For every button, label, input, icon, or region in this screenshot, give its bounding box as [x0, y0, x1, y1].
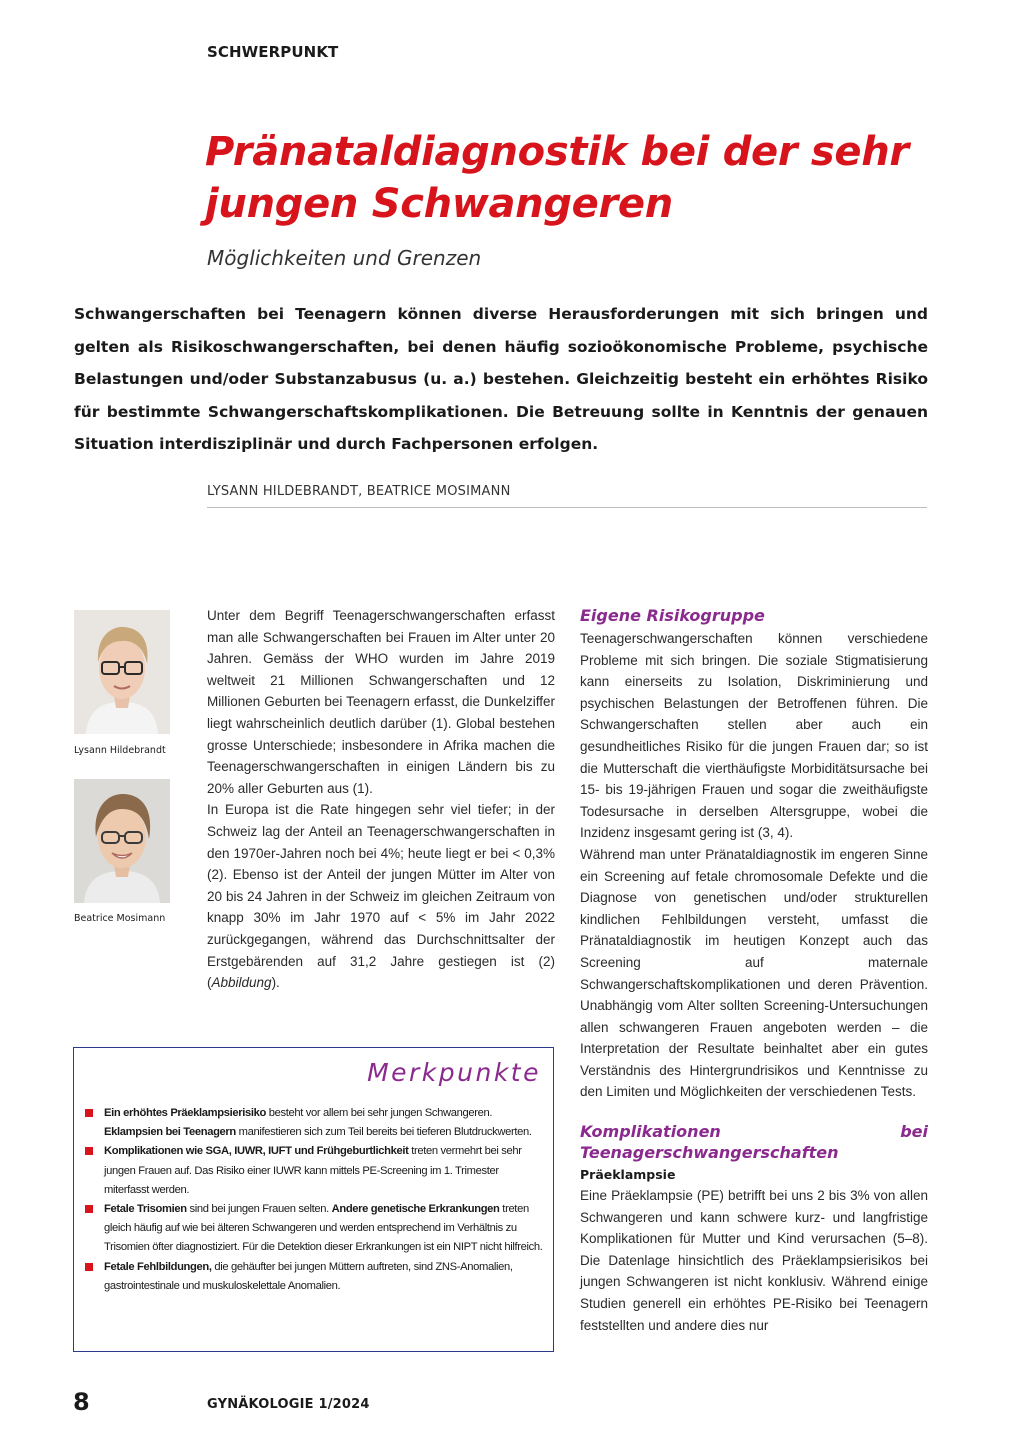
square-bullet-icon: [85, 1147, 93, 1155]
list-item: Komplikationen wie SGA, IUWR, IUFT und Frühgeburtlichkeit treten vermehrt bei sehr jungen Frauen auf. Das Risiko einer IUWR kann mittels PE-Screening im 1. Trimester miterfasst werden.: [85, 1142, 545, 1200]
key-points-box: [73, 1047, 554, 1352]
author-photo-mosimann: [74, 779, 170, 903]
page-number: 8: [73, 1388, 90, 1416]
body-column-left: [207, 605, 555, 994]
paragraph: In Europa ist die Rate hingegen sehr viel tiefer; in der Schweiz lag der Anteil an Teenagerschwangerschaften in den 1970er-Jahren noch bei 4%; heute liegt er bei < 0,3% (2). Ebenso ist der Anteil der jungen Mütter im Alter von 20 bis 24 Jahren in der Schweiz im gleichen Zeitraum von knapp 30% im Jahr 1970 auf < 5% im Jahr 2022 zurückgegangen, während das Durchschnittsalter der Erstgebärenden auf 31,2 Jahre gestiegen ist (2) (Abbildung).: [207, 802, 555, 991]
key-points-list: [85, 1104, 545, 1296]
author-line: LYSANN HILDEBRANDT, BEATRICE MOSIMANN: [207, 484, 511, 499]
photo-caption: Lysann Hildebrandt: [74, 745, 166, 756]
section-heading: Eigene Risikogruppe: [580, 606, 765, 625]
list-item: Fetale Trisomien sind bei jungen Frauen selten. Andere genetische Erkrankungen treten gleich häufig auf wie bei älteren Schwangeren und werden entsprechend im Verhältnis zu Trisomien öfter diagnostiziert. Für die Detektion dieser Erkrankungen ist ein NIPT nicht hilfreich.: [85, 1200, 545, 1258]
article-lead: Schwangerschaften bei Teenagern können diverse Herausforderungen mit sich bringen und gelten als Risikoschwangerschaften, bei denen häufig sozioökonomische Probleme, psychische Belastungen und/oder Substanzabusus (u. a.) bestehen. Gleichzeitig besteht ein erhöhtes Risiko für bestimmte Schwangerschaftskomplikationen. Die Betreuung sollte in Kenntnis der genauen Situation interdisziplinär und durch Fachpersonen erfolgen.: [74, 305, 928, 453]
article-title: Pränataldiagnostik bei der sehr jungen Schwangeren: [205, 129, 909, 227]
square-bullet-icon: [85, 1263, 93, 1271]
figure-reference: Abbildung: [211, 975, 272, 991]
author-divider: [207, 507, 927, 508]
paragraph: Teenagerschwangerschaften können verschiedene Probleme mit sich bringen. Die soziale Stigmatisierung kann einerseits zu Isolation, Diskriminierung und psychischen Belastungen der Betroffenen führen. Die Schwangerschaften stellen aber auch ein gesundheitliches Risiko für die jungen Frauen dar; so ist die Mutterschaft die vierthäufigste Morbiditätsursache bei 15- bis 19-jährigen Frauen und sogar die zweithäufigste Todesursache in derselben Altersgruppe, wobei die Inzidenz insgesamt gering ist (3, 4).: [580, 631, 928, 841]
paragraph: Eine Präeklampsie (PE) betrifft bei uns 2 bis 3% von allen Schwangeren und kann schwere kurz- und langfristige Komplikationen für Mutter und Kind verursachen (5–8). Die Datenlage hinsichtlich des Präeklampsierisikos bei jungen Schwangeren ist nicht konklusiv. Während einige Studien generell ein erhöhtes PE-Risiko bei Teenagern feststellten und andere dies nur: [580, 1188, 928, 1333]
section-label: SCHWERPUNKT: [207, 43, 339, 61]
list-item: Ein erhöhtes Präeklampsierisiko besteht vor allem bei sehr jungen Schwangeren. Eklampsien bei Teenagern manifestieren sich zum Teil bereits bei tieferen Blutdruckwerten.: [85, 1104, 545, 1142]
journal-name: GYNÄKOLOGIE 1/2024: [207, 1397, 370, 1412]
key-points-title: Merkpunkte: [367, 1058, 541, 1087]
paragraph: Unter dem Begriff Teenagerschwangerschaften erfasst man alle Schwangerschaften bei Frauen im Alter unter 20 Jahren. Gemäss der WHO wurden im Jahre 2019 weltweit 21 Millionen Schwangerschaften und 12 Millionen Geburten bei Teenagern erfasst, die Dunkelziffer liegt wahrscheinlich deutlich darüber (1). Global bestehen grosse Unterschiede; insbesondere in Afrika machen die Teenagerschwangerschaften in einigen Ländern bis zu 20% aller Geburten aus (1).: [207, 608, 555, 796]
square-bullet-icon: [85, 1109, 93, 1117]
body-column-right: [580, 605, 928, 1336]
photo-caption: Beatrice Mosimann: [74, 913, 166, 924]
subsection-heading: Präeklampsie: [580, 1167, 676, 1183]
author-photo-hildebrandt: [74, 610, 170, 734]
article-subtitle: Möglichkeiten und Grenzen: [207, 246, 482, 270]
section-heading: Komplikationen bei Teenagerschwangerschaften: [580, 1122, 928, 1163]
paragraph: Während man unter Pränataldiagnostik im engeren Sinne ein Screening auf fetale chromosomale Defekte und die Diagnose von genetischen und/oder strukturellen kindlichen Fehlbildungen versteht, umfasst die Pränataldiagnostik im heutigen Konzept auch das Screening auf maternale Schwangerschaftskomplikationen und deren Prävention. Unabhängig vom Alter sollten Screening-Untersuchungen allen schwangeren Frauen angeboten werden – die Interpretation der Resultate beinhaltet aber ein gutes Verständnis des Hintergrundrisikos und Kenntnisse zu den Limiten und Möglichkeiten der verschiedenen Tests.: [580, 846, 928, 1100]
square-bullet-icon: [85, 1205, 93, 1213]
list-item: Fetale Fehlbildungen, die gehäufter bei jungen Müttern auftreten, sind ZNS-Anomalien, gastrointestinale und muskuloskelettale Anomalien.: [85, 1258, 545, 1296]
